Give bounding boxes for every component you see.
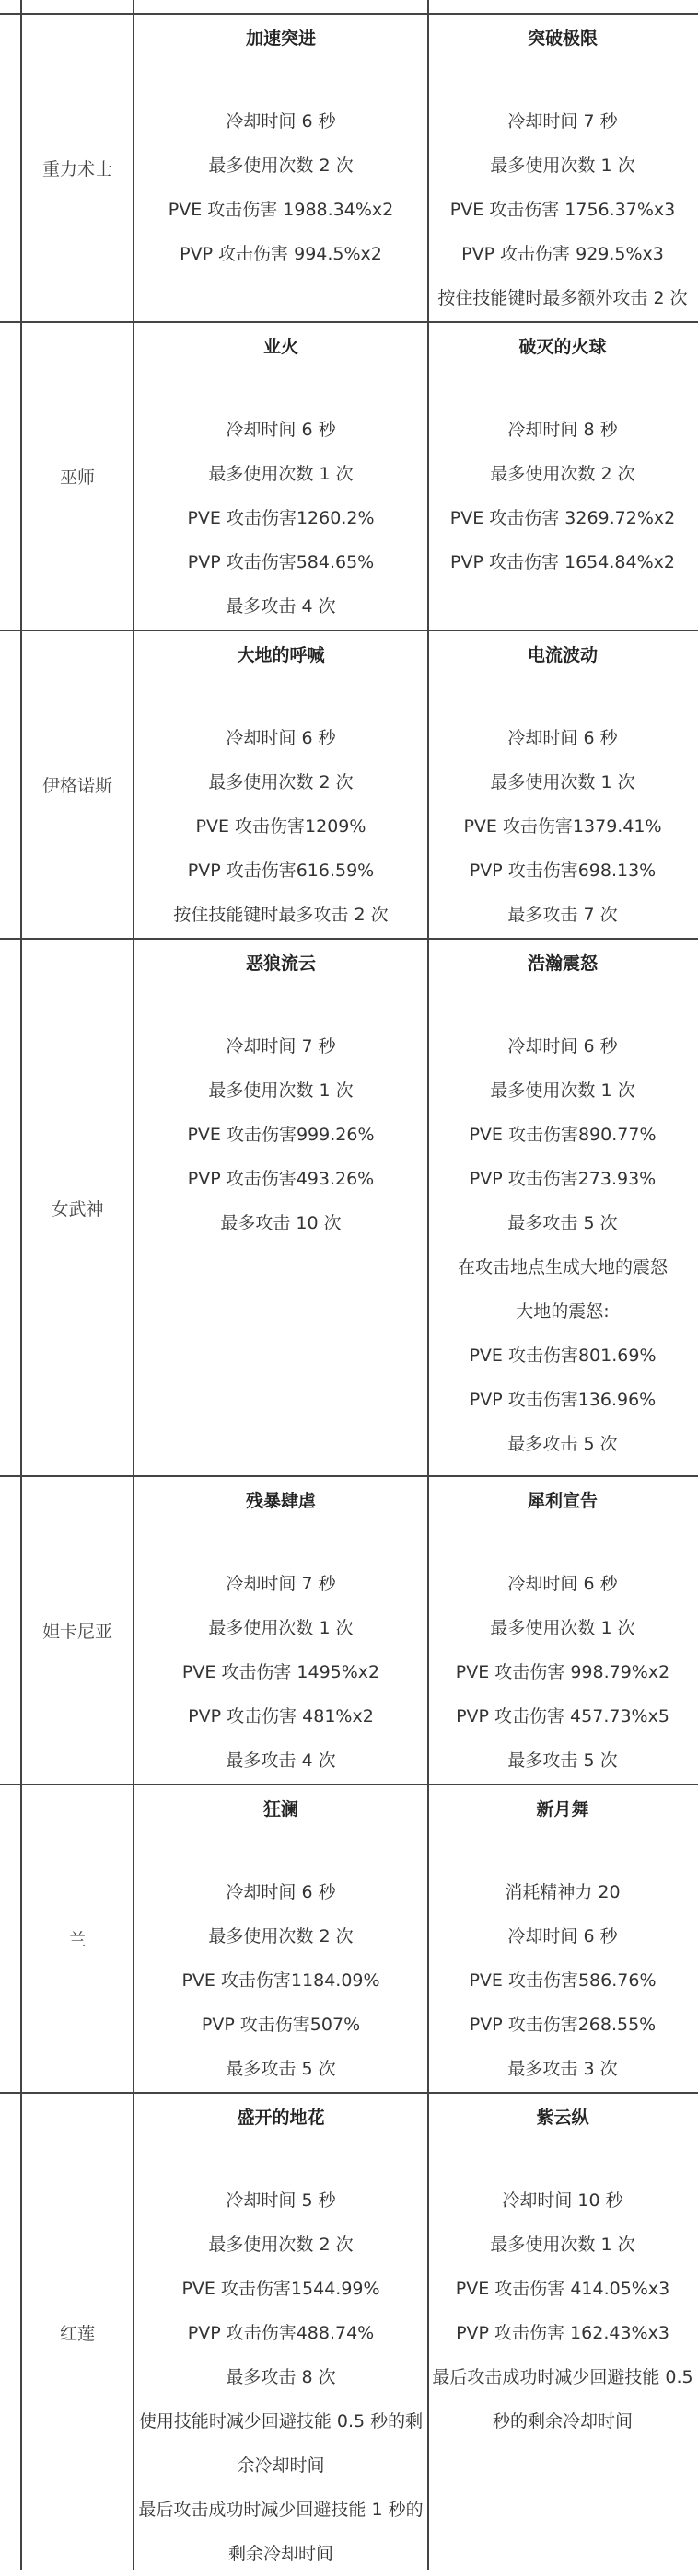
skill-stat-line: PVP 攻击伤害616.59% (187, 861, 375, 881)
skill-title: 盛开的地花 (237, 2108, 325, 2128)
skill-stat-line: 冷却时间 6 秒 (507, 728, 618, 748)
skill-stat-line: PVP 攻击伤害 994.5%x2 (180, 244, 382, 264)
skill-stat-line: PVP 攻击伤害493.26% (187, 1169, 375, 1189)
skill-cell (134, 15, 429, 321)
skill-stat-line: 最多攻击 5 次 (226, 2059, 336, 2079)
skill-stat-line: 最多使用次数 1 次 (490, 772, 635, 792)
skill-stat-line: 使用技能时减少回避技能 0.5 秒的剩余冷却时间 (138, 2411, 424, 2476)
skill-stat-line: PVP 攻击伤害268.55% (469, 2015, 657, 2035)
skill-title: 残暴肆虐 (245, 1491, 316, 1511)
skill-stat-line: 最多攻击 4 次 (226, 596, 336, 617)
skill-stat-line: 冷却时间 6 秒 (226, 1882, 336, 1902)
grid-line (133, 0, 134, 13)
skill-cell (429, 1785, 696, 2092)
skill-cell (429, 2094, 696, 2570)
skill-cell (134, 631, 429, 938)
skill-stat-line: PVE 攻击伤害586.76% (469, 1970, 657, 1991)
skill-stat-line: 按住技能键时最多额外攻击 2 次 (437, 288, 688, 308)
skill-title: 电流波动 (527, 645, 598, 665)
skill-title: 新月舞 (536, 1799, 589, 1819)
skill-stat-line: PVP 攻击伤害 162.43%x3 (456, 2323, 669, 2343)
skill-cell (134, 940, 429, 1475)
skill-stat-line: PVP 攻击伤害136.96% (469, 1390, 657, 1410)
skill-stat-line: 最多攻击 10 次 (220, 1213, 342, 1233)
skill-stat-line: 最多攻击 3 次 (507, 2059, 618, 2079)
skill-title: 大地的呼喊 (237, 645, 325, 665)
character-name: 巫师 (20, 323, 134, 630)
skill-stat-line: 最多攻击 4 次 (226, 1750, 336, 1771)
skill-stat-line: 最多使用次数 1 次 (490, 156, 635, 176)
skill-stat-line: PVE 攻击伤害 414.05%x3 (455, 2279, 670, 2299)
skill-stat-line: 冷却时间 6 秒 (507, 1574, 618, 1594)
skill-stat-line: 最多攻击 5 次 (507, 1750, 618, 1771)
skill-title: 突破极限 (527, 29, 598, 49)
skill-stat-line: 按住技能键时最多攻击 2 次 (173, 905, 389, 925)
skill-stat-line: PVE 攻击伤害 1988.34%x2 (168, 200, 394, 220)
character-name: 女武神 (20, 940, 134, 1475)
skill-stat-line: PVE 攻击伤害1544.99% (181, 2279, 380, 2299)
skill-stat-line: 最多使用次数 2 次 (208, 772, 354, 792)
skill-stat-line: PVE 攻击伤害1209% (195, 816, 366, 837)
skill-stat-line: PVP 攻击伤害 929.5%x3 (461, 244, 664, 264)
skill-cell (429, 323, 696, 630)
skill-stat-line: PVE 攻击伤害1260.2% (187, 508, 375, 528)
spacer (134, 976, 427, 1024)
spacer (134, 2131, 427, 2178)
skill-stat-line: PVP 攻击伤害 457.73%x5 (456, 1706, 669, 1727)
skill-stat-line: PVE 攻击伤害 1756.37%x3 (449, 200, 676, 220)
spacer (429, 2131, 696, 2178)
skill-stat-line: PVP 攻击伤害698.13% (469, 861, 657, 881)
skill-stat-line: 最多使用次数 1 次 (490, 1618, 635, 1638)
skill-stat-line: 最多使用次数 2 次 (490, 464, 635, 484)
spacer (134, 1514, 427, 1562)
skill-stat-line: PVP 攻击伤害 481%x2 (188, 1706, 374, 1727)
skill-stat-line: 最多使用次数 2 次 (208, 156, 354, 176)
grid-line (20, 0, 22, 13)
skill-stat-line: 最多使用次数 2 次 (208, 2235, 354, 2255)
skill-title: 恶狼流云 (245, 953, 316, 974)
skill-stat-line: 冷却时间 8 秒 (507, 420, 618, 440)
character-name: 伊格诺斯 (20, 631, 134, 938)
skill-stat-line: 冷却时间 10 秒 (502, 2190, 623, 2211)
table-row (0, 938, 698, 1475)
skill-stat-line: 最多使用次数 2 次 (208, 1926, 354, 1946)
skill-title: 破灭的火球 (518, 337, 607, 357)
skill-stat-line: PVE 攻击伤害 3269.72%x2 (449, 508, 676, 528)
skill-stat-line: 最多使用次数 1 次 (490, 1080, 635, 1101)
skill-stat-line: PVE 攻击伤害 1495%x2 (181, 1662, 380, 1682)
skill-stat-line: 最多攻击 8 次 (226, 2367, 336, 2387)
spacer (134, 1822, 427, 1870)
skill-cell (429, 940, 696, 1475)
skill-stat-line: 冷却时间 6 秒 (226, 111, 336, 132)
skill-stat-line: PVE 攻击伤害801.69% (469, 1346, 657, 1366)
spacer (134, 668, 427, 716)
skill-stat-line: 最多使用次数 1 次 (208, 464, 354, 484)
spacer (429, 52, 696, 99)
skill-stat-line: 冷却时间 6 秒 (507, 1036, 618, 1057)
skill-stat-line: PVE 攻击伤害1379.41% (463, 816, 662, 837)
skill-stat-line: PVP 攻击伤害 1654.84%x2 (450, 552, 675, 572)
skill-stat-line: 冷却时间 6 秒 (226, 420, 336, 440)
skill-stat-line: 冷却时间 7 秒 (226, 1036, 336, 1057)
skill-title: 紫云纵 (536, 2108, 589, 2128)
skill-stat-line: PVP 攻击伤害273.93% (469, 1169, 657, 1189)
character-name: 红莲 (20, 2094, 134, 2570)
skill-cell (134, 323, 429, 630)
skill-stat-line: PVP 攻击伤害584.65% (187, 552, 375, 572)
skill-stat-line: 最多使用次数 1 次 (208, 1080, 354, 1101)
spacer (429, 360, 696, 408)
skill-cell (134, 2094, 429, 2570)
spacer (429, 1514, 696, 1562)
skill-stat-line: 最多使用次数 1 次 (208, 1618, 354, 1638)
skill-stat-line: PVE 攻击伤害890.77% (469, 1125, 657, 1145)
skill-stat-line: 冷却时间 6 秒 (226, 728, 336, 748)
spacer (134, 52, 427, 99)
grid-line (427, 0, 429, 13)
skill-stat-line: PVP 攻击伤害507% (201, 2015, 361, 2035)
skill-title: 业火 (262, 337, 298, 357)
skill-cell (134, 1477, 429, 1784)
table-row (0, 630, 698, 938)
skill-stat-line: 最多使用次数 1 次 (490, 2235, 635, 2255)
spacer (429, 976, 696, 1024)
skill-stat-line: 冷却时间 7 秒 (507, 111, 618, 132)
skill-title: 狂澜 (262, 1799, 298, 1819)
spacer (429, 1822, 696, 1870)
skill-cell (429, 631, 696, 938)
skill-cell (429, 15, 696, 321)
skill-stat-line: PVE 攻击伤害 998.79%x2 (455, 1662, 670, 1682)
skill-stat-line: 最后攻击成功时减少回避技能 0.5 秒的剩余冷却时间 (432, 2367, 693, 2432)
skill-stat-line: 在攻击地点生成大地的震怒 (457, 1257, 668, 1277)
skill-stat-line: 大地的震怒: (516, 1301, 610, 1322)
table-row (0, 321, 698, 630)
character-name: 重力术士 (20, 15, 134, 321)
skill-stat-line: PVE 攻击伤害999.26% (187, 1125, 375, 1145)
skill-title: 加速突进 (245, 29, 316, 49)
table-row (0, 13, 698, 321)
spacer (134, 360, 427, 408)
table-row (0, 2092, 698, 2570)
skill-stat-line: PVE 攻击伤害1184.09% (181, 1970, 380, 1991)
skill-title: 浩瀚震怒 (527, 953, 598, 974)
skill-stat-line: 最多攻击 5 次 (507, 1434, 618, 1454)
spacer (429, 668, 696, 716)
skill-stat-line: 冷却时间 6 秒 (507, 1926, 618, 1946)
skill-stat-line: 最多攻击 5 次 (507, 1213, 618, 1233)
table-top-edge (0, 0, 698, 13)
skill-stat-line: PVP 攻击伤害488.74% (187, 2323, 375, 2343)
skill-stat-line: 最后攻击成功时减少回避技能 1 秒的剩余冷却时间 (138, 2500, 424, 2564)
skill-stat-line: 冷却时间 5 秒 (226, 2190, 336, 2211)
skill-stat-line: 最多攻击 7 次 (507, 905, 618, 925)
skill-cell (429, 1477, 696, 1784)
table-body (0, 13, 698, 2570)
skill-stat-line: 消耗精神力 20 (505, 1882, 621, 1902)
character-name: 妲卡尼亚 (20, 1477, 134, 1784)
table-row (0, 1784, 698, 2092)
character-name: 兰 (20, 1785, 134, 2092)
skill-stat-line: 冷却时间 7 秒 (226, 1574, 336, 1594)
skill-cell (134, 1785, 429, 2092)
skill-title: 犀利宣告 (527, 1491, 598, 1511)
table-row (0, 1475, 698, 1784)
